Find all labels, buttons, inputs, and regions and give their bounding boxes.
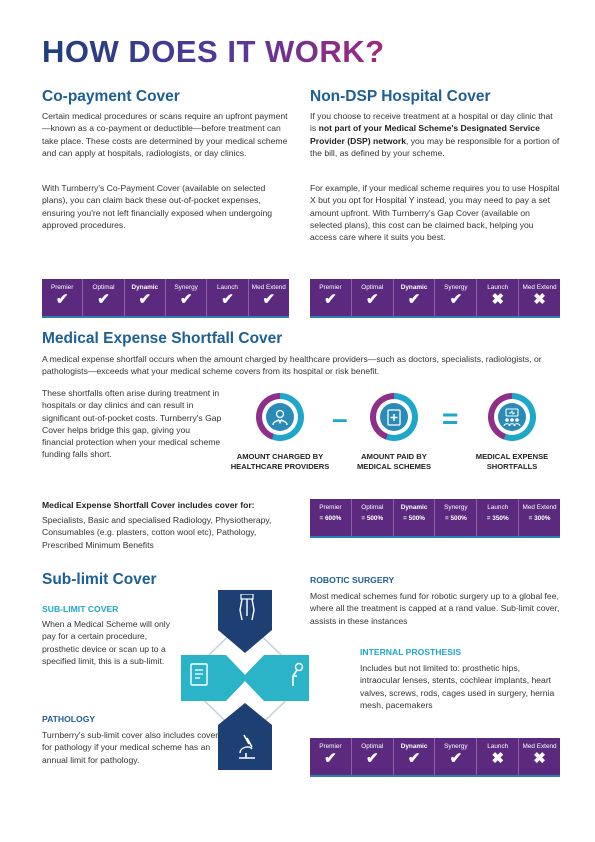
shortfall-tier-1 [352, 499, 394, 536]
equation-term-paid: AMOUNT PAID BY MEDICAL SCHEMES [356, 452, 432, 471]
shortfall-tier-4 [477, 499, 519, 536]
shortfall-tier-3 [435, 499, 477, 536]
tier-percentage: = 500% [403, 515, 425, 522]
tier-mark: ✔ [407, 291, 421, 308]
tier-name: Synergy [174, 284, 198, 291]
tier-mark: ✔ [449, 291, 463, 308]
tier-name: Med Extend [522, 743, 557, 750]
nondsp-plan-table [310, 279, 560, 316]
tier-name: Premier [319, 504, 342, 511]
shortfall-heading: Medical Expense Shortfall Cover [42, 330, 283, 347]
tier-mark: ✖ [491, 291, 505, 308]
shortfall-plan-table [310, 499, 560, 536]
tier-percentage: = 600% [319, 515, 342, 522]
tier-name: Premier [50, 284, 74, 291]
nondsp-tier-5 [519, 279, 560, 316]
shortfall-tier-2 [394, 499, 436, 536]
tier-mark: ✔ [407, 750, 421, 767]
tier-percentage: = 500% [361, 515, 384, 522]
document-icon [189, 662, 211, 688]
tier-mark: ✔ [138, 291, 152, 308]
tier-mark: ✔ [179, 291, 193, 308]
equation-term-shortfalls: MEDICAL EXPENSE SHORTFALLS [475, 452, 549, 471]
equation-term-charged: AMOUNT CHARGED BY HEALTHCARE PROVIDERS [230, 452, 330, 471]
copayment-tier-0 [42, 279, 83, 316]
tier-mark: ✖ [533, 291, 546, 308]
tier-name: Dynamic [400, 743, 428, 750]
tier-mark: ✔ [365, 291, 379, 308]
tier-name: Synergy [444, 504, 468, 511]
tier-name: Launch [487, 504, 509, 511]
tier-mark: ✔ [449, 750, 463, 767]
tier-name: Premier [319, 743, 342, 750]
nondsp-paragraph-1: If you choose to receive treatment at a hospital or day clinic that is not part of your Medical Scheme's Designated Service Provider (DSP) network, you may be responsible for a portion of the bill, as defined by your scheme. [310, 111, 560, 158]
page-title: HOW DOES IT WORK? [42, 34, 385, 69]
tier-name: Optimal [361, 284, 384, 291]
internal-prosthesis-heading: INTERNAL PROSTHESIS [360, 647, 462, 657]
nondsp-paragraph-2: For example, if your medical scheme requires you to use Hospital X but you opt for Hospital Y instead, you may need to pay a set amount upfront. With Turnberry's Gap Cover (available on selected plans), this cost can be claimed back, helping you access care where it suits you best. [310, 183, 560, 243]
sublimit-plan-table [310, 738, 560, 775]
copayment-tier-1 [83, 279, 124, 316]
robotic-surgery-heading: ROBOTIC SURGERY [310, 575, 395, 585]
pathology-heading: PATHOLOGY [42, 714, 96, 724]
tier-name: Optimal [361, 504, 384, 511]
tier-mark: ✔ [324, 291, 337, 308]
sublimit-cover-text: When a Medical Scheme will only pay for a certain procedure, prosthetic device or scan up to a specified limit, this is a sub-limit. [42, 619, 171, 666]
tier-mark: ✔ [365, 750, 379, 767]
tier-name: Synergy [444, 284, 468, 291]
tier-name: Med Extend [251, 284, 286, 291]
tier-name: Launch [216, 284, 238, 291]
tier-name: Med Extend [522, 284, 557, 291]
tier-name: Premier [319, 284, 342, 291]
tier-mark: ✔ [262, 291, 276, 308]
copayment-plan-table [42, 279, 289, 316]
tier-name: Synergy [444, 743, 468, 750]
copayment-paragraph-1: Certain medical procedures or scans require an upfront payment—known as a co-payment or deductible—before treatment can take place. These costs are determined by your medical scheme and can apply at hospitals, radiologists, or day clinics. [42, 111, 288, 158]
nondsp-tier-4 [477, 279, 519, 316]
tier-name: Dynamic [131, 284, 159, 291]
equals-sign: = [442, 403, 459, 434]
sublimit-cover-heading: SUB-LIMIT COVER [42, 604, 119, 614]
tier-percentage: = 300% [528, 515, 551, 522]
tier-mark: ✔ [221, 291, 234, 308]
patients-icon [488, 393, 536, 441]
tier-name: Optimal [92, 284, 115, 291]
sublimit-tier-3 [435, 738, 477, 775]
copayment-tier-3 [166, 279, 207, 316]
shortfall-intro: A medical expense shortfall occurs when the amount charged by healthcare providers—such as doctors, specialists, radiologists, or pathologists—exceeds what your medical scheme covers from its hospital or risk benefit. [42, 354, 542, 377]
tier-percentage: = 500% [444, 515, 467, 522]
shortfall-includes-list: Specialists, Basic and specialised Radiology, Physiotherapy, Consumables (e.g. plasters, cotton wool etc), Pathology, Prescribed Minimum Benefits [42, 515, 272, 550]
tier-name: Med Extend [522, 504, 557, 511]
nondsp-tier-3 [435, 279, 477, 316]
microscope-icon [236, 733, 258, 761]
tier-mark: ✖ [533, 750, 546, 767]
tier-mark: ✔ [97, 291, 110, 308]
sublimit-table-underline [310, 775, 560, 777]
tier-name: Launch [487, 284, 509, 291]
tier-name: Launch [487, 743, 509, 750]
sublimit-tier-5 [519, 738, 560, 775]
prosthesis-icon [285, 662, 307, 688]
shortfall-tier-5 [519, 499, 560, 536]
shortfall-tier-0 [310, 499, 352, 536]
robotic-surgery-text: Most medical schemes fund for robotic surgery up to a global fee, where all the treatment is capped at a rand value. Sub-limit cover, assists in these instances [310, 591, 560, 626]
tier-percentage: = 350% [486, 515, 509, 522]
doctor-icon [256, 393, 304, 441]
nondsp-tier-2 [394, 279, 436, 316]
copayment-tier-2 [125, 279, 166, 316]
robotic-surgery-icon [237, 594, 257, 622]
minus-sign: – [332, 403, 348, 434]
nondsp-tier-1 [352, 279, 394, 316]
internal-prosthesis-text: Includes but not limited to: prosthetic hips, intraocular lenses, stents, cochlear implants, heart valves, screws, rods, cages used in surgery, hernia mesh, pacemakers [360, 663, 555, 710]
sublimit-tier-0 [310, 738, 352, 775]
nondsp-heading: Non-DSP Hospital Cover [310, 88, 491, 105]
copayment-tier-5 [249, 279, 289, 316]
nondsp-tier-0 [310, 279, 352, 316]
nondsp-table-underline [310, 316, 560, 318]
tier-mark: ✖ [491, 750, 505, 767]
sublimit-tier-2 [394, 738, 436, 775]
pathology-text: Turnberry's sub-limit cover also includes cover for pathology if your medical scheme has an annual limit for pathology. [42, 730, 219, 765]
copayment-tier-4 [207, 279, 248, 316]
medical-scheme-icon [370, 393, 418, 441]
copayment-table-underline [42, 316, 289, 318]
tier-name: Optimal [361, 743, 384, 750]
shortfall-table-underline [310, 536, 560, 538]
copayment-heading: Co-payment Cover [42, 88, 180, 105]
tier-name: Dynamic [400, 504, 428, 511]
tier-name: Dynamic [400, 284, 428, 291]
tier-mark: ✔ [324, 750, 337, 767]
tier-mark: ✔ [55, 291, 69, 308]
shortfall-paragraph-2: These shortfalls often arise during treatment in hospitals or day clinics and can result in significant out-of-pocket costs. Turnberry's Gap Cover helps bridge this gap, giving you financial protection when your medical scheme funding falls short. [42, 388, 222, 460]
shortfall-includes-heading: Medical Expense Shortfall Cover includes cover for: [42, 500, 255, 510]
sublimit-heading: Sub-limit Cover [42, 571, 157, 588]
sublimit-tier-1 [352, 738, 394, 775]
sublimit-tier-4 [477, 738, 519, 775]
copayment-paragraph-2: With Turnberry's Co-Payment Cover (available on selected plans), you can claim back these out-of-pocket expenses, ensuring you're not left financially exposed when undergoing approved procedures. [42, 183, 273, 230]
